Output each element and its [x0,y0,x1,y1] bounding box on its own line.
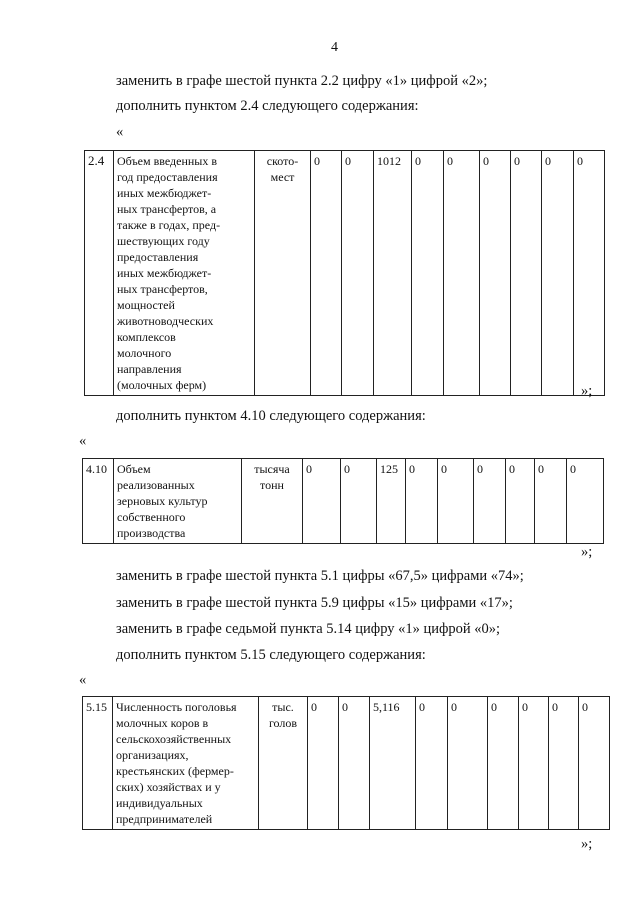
value-cell: 0 [579,697,610,830]
value-cell: 0 [519,697,549,830]
open-quote-3: « [79,672,87,688]
value-cell: 1012 [374,151,412,396]
table-item-2-4 [84,150,605,396]
table-row [83,459,604,544]
value-cell: 0 [339,697,370,830]
value-cell: 0 [549,697,579,830]
value-cell: 0 [535,459,567,544]
item-number: 2.4 [85,151,114,396]
item-unit: ското- мест [255,151,311,396]
page-number: 4 [331,40,338,55]
item-number: 4.10 [83,459,114,544]
text-line-7: дополнить пунктом 5.15 следующего содержания: [116,647,426,663]
open-quote-1: « [116,124,124,140]
close-quote-3: »; [581,836,593,852]
value-cell: 0 [488,697,519,830]
table-row [85,151,605,396]
text-line-3: дополнить пунктом 4.10 следующего содержания: [116,408,426,424]
text-line-1: заменить в графе шестой пункта 2.2 цифру «1» цифрой «2»; [116,73,488,89]
text-line-4: заменить в графе шестой пункта 5.1 цифры «67,5» цифрами «74»; [116,568,524,584]
value-cell: 0 [342,151,374,396]
value-cell: 0 [311,151,342,396]
item-unit: тысяча тонн [242,459,303,544]
value-cell: 0 [412,151,444,396]
item-description: Объем реализованных зерновых культур собственного производства [114,459,242,544]
value-cell: 0 [574,151,605,396]
value-cell: 0 [448,697,488,830]
value-cell: 5,116 [370,697,416,830]
item-unit: тыс. голов [259,697,308,830]
value-cell: 0 [303,459,341,544]
table-item-4-10 [82,458,604,544]
text-line-5: заменить в графе шестой пункта 5.9 цифры «15» цифрами «17»; [116,595,513,611]
value-cell: 0 [341,459,377,544]
value-cell: 0 [542,151,574,396]
value-cell: 0 [406,459,438,544]
value-cell: 0 [444,151,480,396]
item-description: Объем введенных в год предоставления иных межбюджет- ных трансфертов, а также в годах, пред- шествующих году предоставления иных межбюджет- ных трансфертов, мощностей животноводческих комплексов молочного направления (молочных ферм) [114,151,255,396]
value-cell: 0 [567,459,604,544]
value-cell: 0 [438,459,474,544]
open-quote-2: « [79,433,87,449]
text-line-6: заменить в графе седьмой пункта 5.14 цифру «1» цифрой «0»; [116,621,501,637]
value-cell: 0 [480,151,511,396]
value-cell: 0 [308,697,339,830]
value-cell: 125 [377,459,406,544]
close-quote-1: »; [581,383,593,399]
value-cell: 0 [416,697,448,830]
value-cell: 0 [474,459,506,544]
close-quote-2: »; [581,544,593,560]
table-item-5-15 [82,696,610,830]
table-row [83,697,610,830]
item-description: Численность поголовья молочных коров в сельскохозяйственных организациях, крестьянских (фермер- ских) хозяйствах и у индивидуальных предпринимателей [113,697,259,830]
text-line-2: дополнить пунктом 2.4 следующего содержания: [116,98,419,114]
value-cell: 0 [511,151,542,396]
value-cell: 0 [506,459,535,544]
item-number: 5.15 [83,697,113,830]
